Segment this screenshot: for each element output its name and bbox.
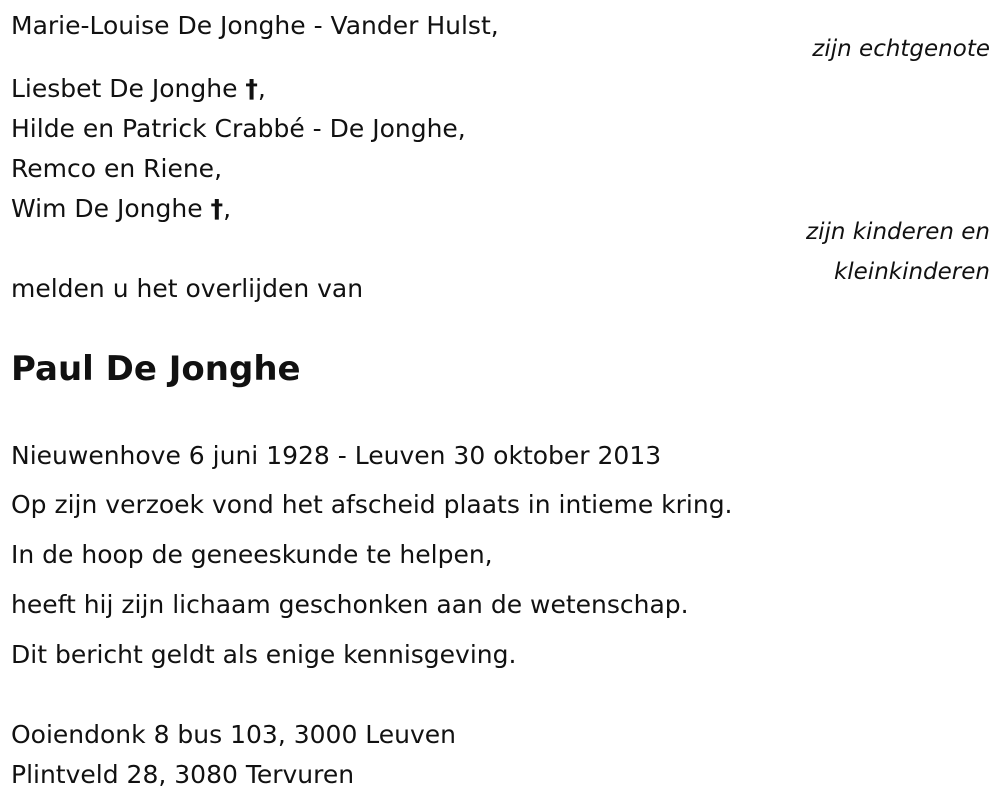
cross-icon: † xyxy=(210,194,224,223)
child-name: Hilde en Patrick Crabbé - De Jonghe, xyxy=(11,114,466,143)
announcement-text: melden u het overlijden van xyxy=(11,274,364,303)
spouse-role: zijn echtgenote xyxy=(812,36,990,62)
child-line-1 xyxy=(11,74,266,104)
message-line-1: Op zijn verzoek vond het afscheid plaats in intieme kring. xyxy=(11,490,733,519)
spouse-name: Marie-Louise De Jonghe - Vander Hulst, xyxy=(11,11,499,40)
message-line-4: Dit bericht geldt als enige kennisgeving. xyxy=(11,640,517,669)
children-role-line-2: kleinkinderen xyxy=(833,259,990,285)
life-dates: Nieuwenhove 6 juni 1928 - Leuven 30 oktober 2013 xyxy=(11,441,662,470)
address-2: Plintveld 28, 3080 Tervuren xyxy=(11,760,355,789)
child-line-4 xyxy=(11,194,231,224)
cross-icon: † xyxy=(245,74,258,103)
children-role-line-1: zijn kinderen en xyxy=(806,219,990,245)
message-line-2: In de hoop de geneeskunde te helpen, xyxy=(11,540,493,569)
child-suffix: , xyxy=(223,194,232,223)
message-line-3: heeft hij zijn lichaam geschonken aan de wetenschap. xyxy=(11,590,689,619)
child-suffix: , xyxy=(257,74,266,103)
child-name: Wim De Jonghe xyxy=(11,194,211,223)
deceased-name: Paul De Jonghe xyxy=(11,349,301,389)
child-line-2 xyxy=(11,114,466,144)
child-line-3 xyxy=(11,154,222,184)
child-name: Liesbet De Jonghe xyxy=(11,74,246,103)
address-1: Ooiendonk 8 bus 103, 3000 Leuven xyxy=(11,720,457,749)
child-name: Remco en Riene, xyxy=(11,154,223,183)
